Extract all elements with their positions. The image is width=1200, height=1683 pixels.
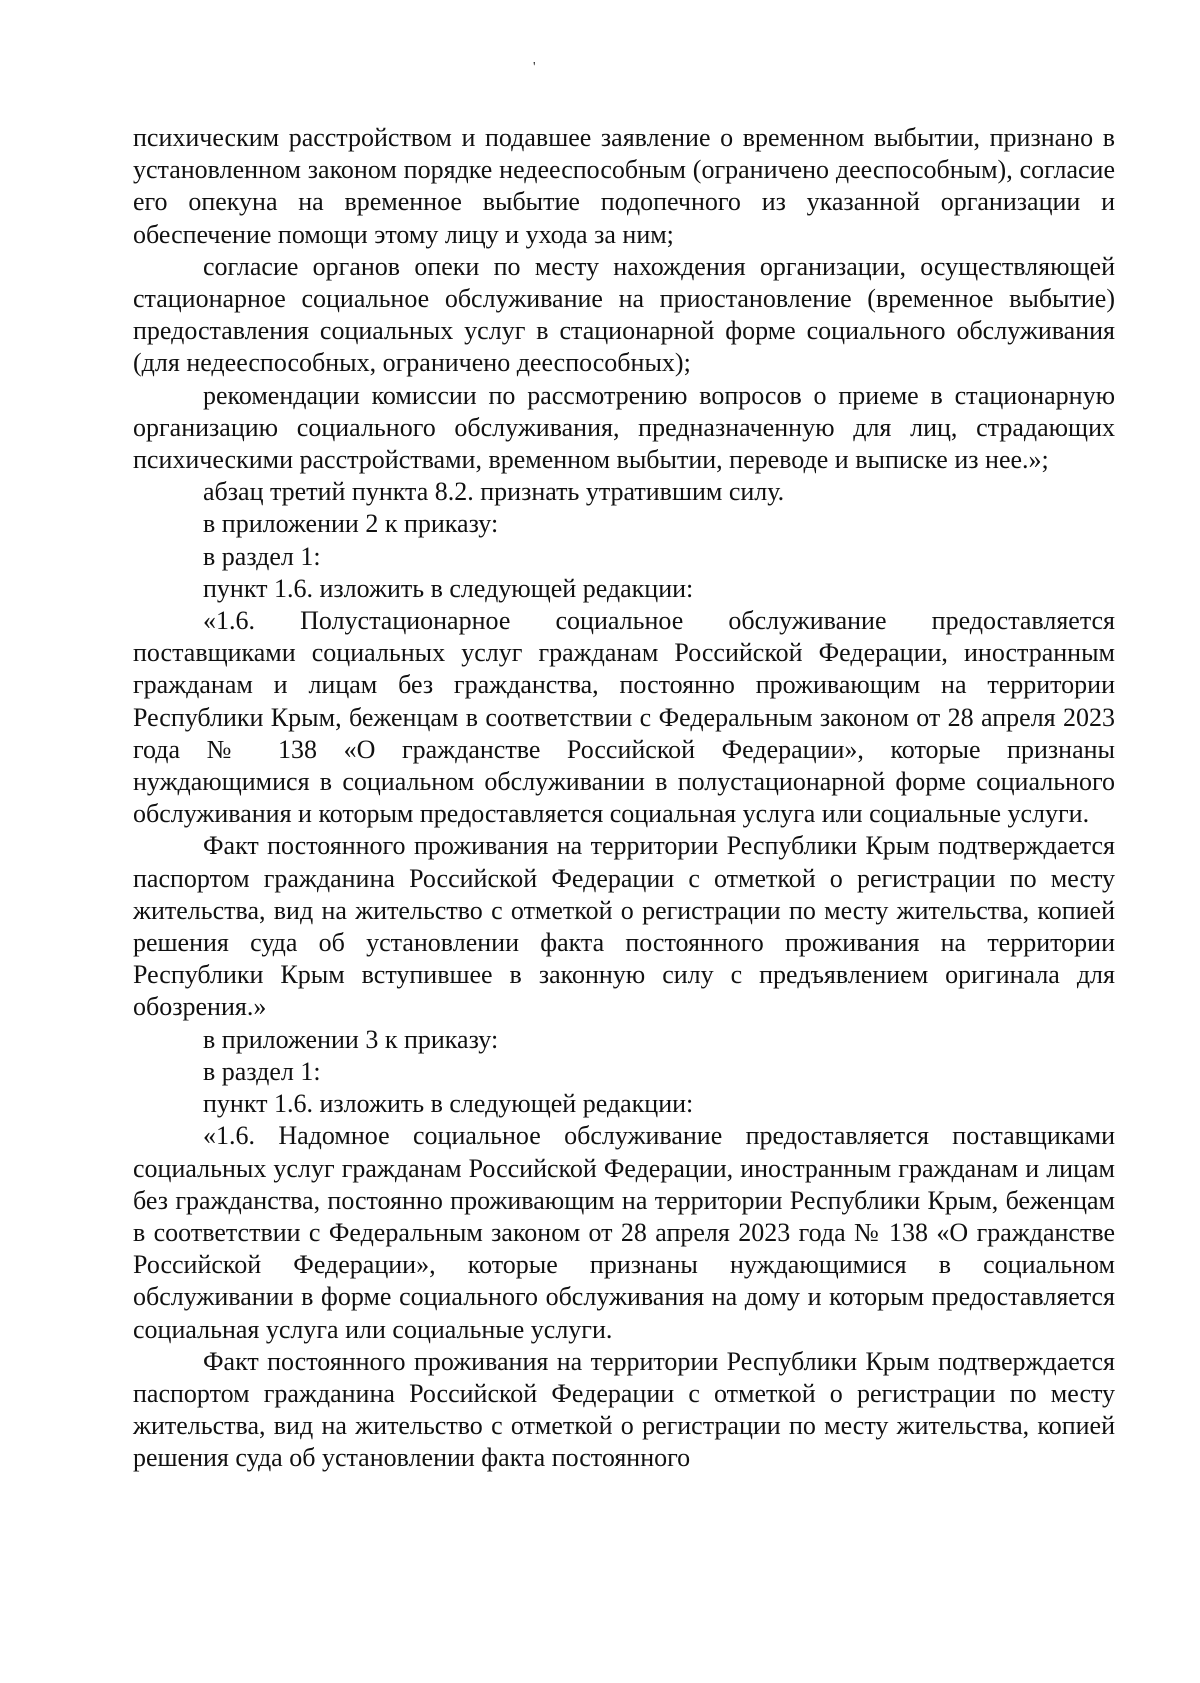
paragraph-section-1-a: в раздел 1: bbox=[203, 541, 321, 571]
paragraph-appendix-3: в приложении 3 к приказу: bbox=[203, 1024, 499, 1054]
paragraph-residence-fact-a: Факт постоянного проживания на территории Республики Крым подтверждается паспортом гражданина Российской Федерации с отметкой о регистрации по месту жительства, вид на жительство с отметкой о регистрации по месту жительства, копией решения суда об установлении факта постоянного проживания на территории Республики Крым вступившее в законную силу с предъявлением оригинала для обозрения.» bbox=[133, 831, 1115, 1022]
document-body bbox=[133, 122, 1115, 1475]
paragraph-item-1-6-a: пункт 1.6. изложить в следующей редакции: bbox=[203, 573, 694, 603]
paragraph-commission-recommendations: рекомендации комиссии по рассмотрению вопросов о приеме в стационарную организацию социального обслуживания, предназначенную для лиц, страдающих психическими расстройствами, временном выбытии, переводе и выписке из нее.»; bbox=[133, 380, 1115, 475]
paragraph-item-1-6-b: пункт 1.6. изложить в следующей редакции: bbox=[203, 1089, 694, 1119]
paragraph-residence-fact-b: Факт постоянного проживания на территории Республики Крым подтверждается паспортом гражданина Российской Федерации с отметкой о регистрации по месту жительства, вид на жительство с отметкой о регистрации по месту жительства, копией решения суда об установлении факта постоянного bbox=[133, 1346, 1115, 1473]
page-mark: ' bbox=[533, 60, 536, 75]
paragraph-continuation: психическим расстройством и подавшее заявление о временном выбытии, признано в установленном законом порядке недееспособным (ограничено дееспособным), согласие его опекуна на временное выбытие подопечного из указанной организации и обеспечение помощи этому лицу и ухода за ним; bbox=[133, 123, 1115, 249]
paragraph-repeal-8-2: абзац третий пункта 8.2. признать утратившим силу. bbox=[203, 477, 785, 507]
paragraph-section-1-b: в раздел 1: bbox=[203, 1056, 321, 1086]
paragraph-home-service: «1.6. Надомное социальное обслуживание предоставляется поставщиками социальных услуг гражданам Российской Федерации, иностранным гражданам и лицам без гражданства, постоянно проживающим на территории Республики Крым, беженцам в соответствии с Федеральным законом от 28 апреля 2023 года № 138 «О гражданстве Российской Федерации», которые признаны нуждающимися в социальном обслуживании в форме социального обслуживания на дому и которым предоставляется социальная услуга или социальные услуги. bbox=[133, 1121, 1115, 1344]
paragraph-semistationary-service: «1.6. Полустационарное социальное обслуживание предоставляется поставщиками социальных услуг гражданам Российской Федерации, иностранным гражданам и лицам без гражданства, постоянно проживающим на территории Республики Крым, беженцам в соответствии с Федеральным законом от 28 апреля 2023 года № 138 «О гражданстве Российской Федерации», которые признаны нуждающимися в социальном обслуживании в полустационарной форме социального обслуживания и которым предоставляется социальная услуга или социальные услуги. bbox=[133, 606, 1115, 829]
paragraph-guardianship-consent: согласие органов опеки по месту нахождения организации, осуществляющей стационарное социальное обслуживание на приостановление (временное выбытие) предоставления социальных услуг в стационарной форме социального обслуживания (для недееспособных, ограничено дееспособных); bbox=[133, 251, 1115, 378]
paragraph-appendix-2: в приложении 2 к приказу: bbox=[203, 509, 499, 539]
